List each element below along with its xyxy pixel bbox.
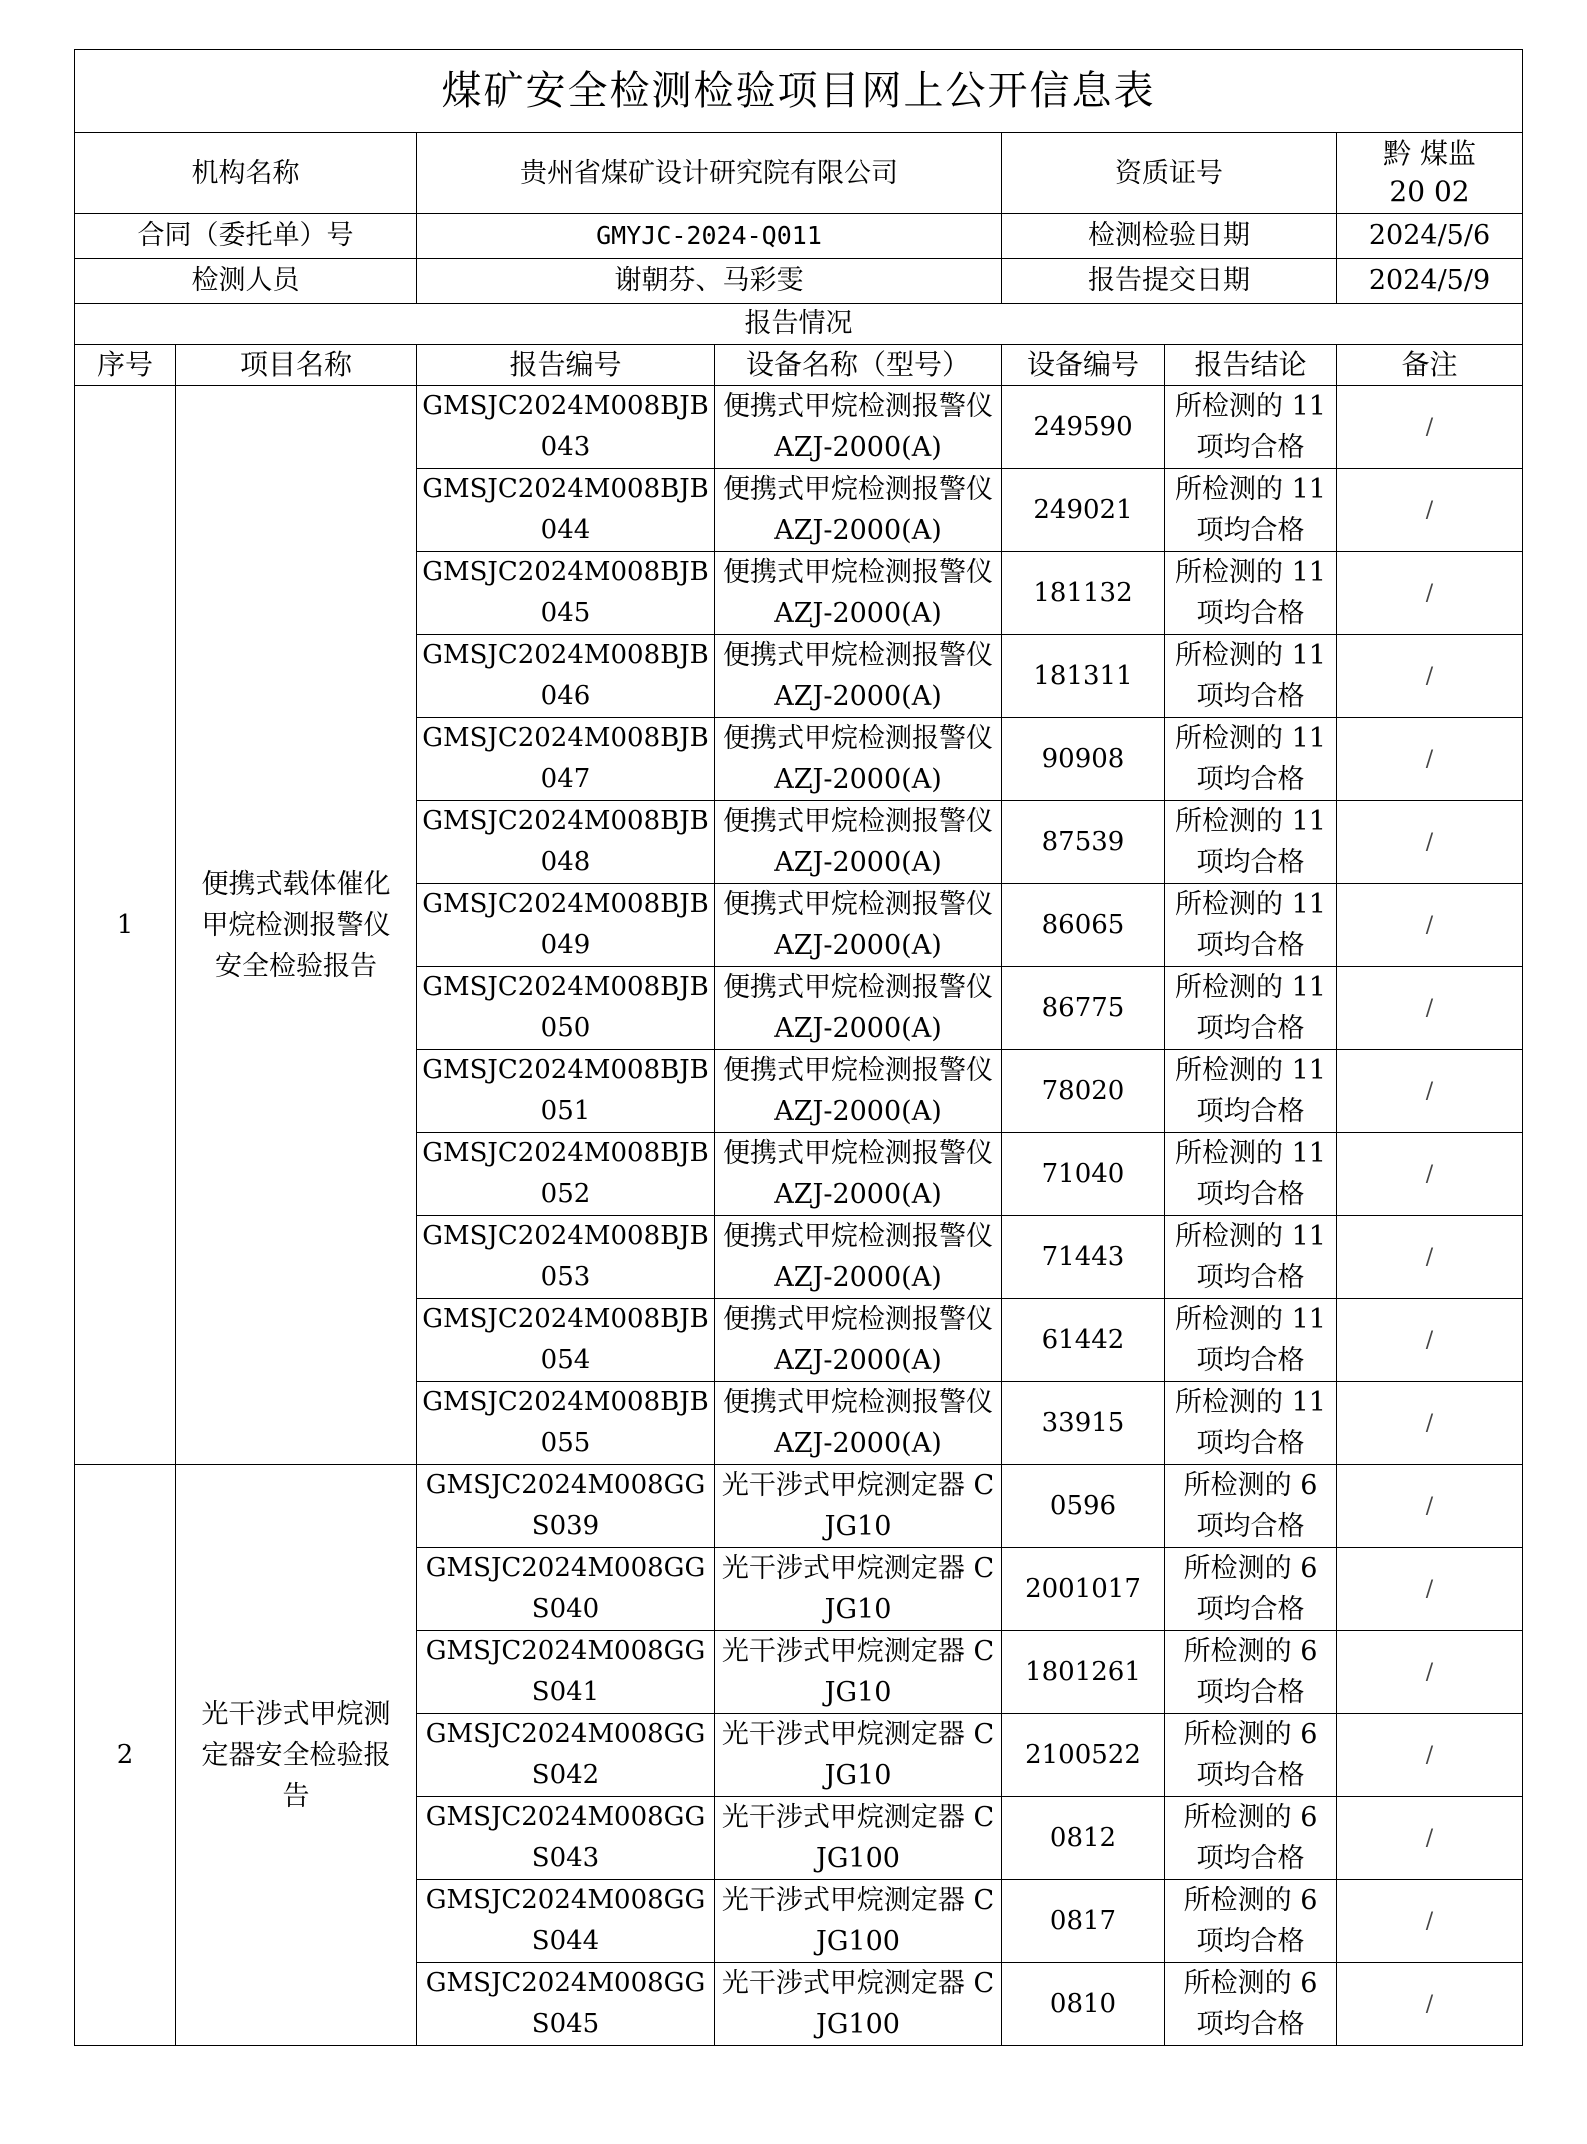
remark-cell: / (1337, 469, 1523, 552)
device-no-cell: 86065 (1002, 884, 1165, 967)
device-no-cell: 249590 (1002, 386, 1165, 469)
conclusion-cell: 所检测的 11 项均合格 (1165, 1216, 1337, 1299)
device-name-cell: 光干涉式甲烷测定器 CJG10 (715, 1548, 1002, 1631)
device-name-cell: 便携式甲烷检测报警仪 AZJ-2000(A) (715, 1382, 1002, 1465)
device-no-cell: 181132 (1002, 552, 1165, 635)
conclusion-cell: 所检测的 6 项均合格 (1165, 1880, 1337, 1963)
device-no-cell: 2100522 (1002, 1714, 1165, 1797)
device-name-cell: 便携式甲烷检测报警仪 AZJ-2000(A) (715, 1050, 1002, 1133)
group-seq: 1 (75, 386, 176, 1465)
device-no-cell: 0810 (1002, 1963, 1165, 2046)
remark-cell: / (1337, 1465, 1523, 1548)
device-name-cell: 光干涉式甲烷测定器 CJG10 (715, 1631, 1002, 1714)
remark-cell: / (1337, 718, 1523, 801)
report-no-cell: GMSJC2024M008BJB049 (417, 884, 715, 967)
device-no-cell: 71040 (1002, 1133, 1165, 1216)
remark-cell: / (1337, 884, 1523, 967)
remark-cell: / (1337, 386, 1523, 469)
col-report-no: 报告编号 (417, 345, 715, 386)
remark-cell: / (1337, 635, 1523, 718)
remark-cell: / (1337, 552, 1523, 635)
contract-value: GMYJC-2024-Q011 (417, 214, 1002, 259)
col-device-name: 设备名称（型号） (715, 345, 1002, 386)
page-title: 煤矿安全检测检验项目网上公开信息表 (75, 50, 1523, 133)
group-seq: 2 (75, 1465, 176, 2046)
table-row (75, 1465, 1523, 1548)
col-device-no: 设备编号 (1002, 345, 1165, 386)
org-label: 机构名称 (75, 133, 417, 214)
col-remark: 备注 (1337, 345, 1523, 386)
conclusion-cell: 所检测的 6 项均合格 (1165, 1465, 1337, 1548)
device-no-cell: 181311 (1002, 635, 1165, 718)
device-no-cell: 90908 (1002, 718, 1165, 801)
device-no-cell: 0812 (1002, 1797, 1165, 1880)
report-no-cell: GMSJC2024M008GGS042 (417, 1714, 715, 1797)
conclusion-cell: 所检测的 11 项均合格 (1165, 884, 1337, 967)
device-name-cell: 便携式甲烷检测报警仪 AZJ-2000(A) (715, 1299, 1002, 1382)
conclusion-cell: 所检测的 11 项均合格 (1165, 967, 1337, 1050)
conclusion-cell: 所检测的 11 项均合格 (1165, 386, 1337, 469)
report-no-cell: GMSJC2024M008BJB047 (417, 718, 715, 801)
info-table (74, 49, 1523, 2046)
report-no-cell: GMSJC2024M008GGS041 (417, 1631, 715, 1714)
report-no-cell: GMSJC2024M008BJB052 (417, 1133, 715, 1216)
device-name-cell: 便携式甲烷检测报警仪 AZJ-2000(A) (715, 552, 1002, 635)
report-no-cell: GMSJC2024M008GGS039 (417, 1465, 715, 1548)
report-no-cell: GMSJC2024M008BJB045 (417, 552, 715, 635)
table-row (75, 386, 1523, 469)
device-name-cell: 便携式甲烷检测报警仪 AZJ-2000(A) (715, 635, 1002, 718)
device-name-cell: 光干涉式甲烷测定器 CJG100 (715, 1963, 1002, 2046)
group-project-name: 便携式载体催化甲烷检测报警仪安全检验报告 (176, 386, 417, 1465)
device-name-cell: 便携式甲烷检测报警仪 AZJ-2000(A) (715, 1216, 1002, 1299)
device-no-cell: 1801261 (1002, 1631, 1165, 1714)
device-no-cell: 71443 (1002, 1216, 1165, 1299)
report-no-cell: GMSJC2024M008BJB043 (417, 386, 715, 469)
report-no-cell: GMSJC2024M008BJB051 (417, 1050, 715, 1133)
test-date-label: 检测检验日期 (1002, 214, 1337, 259)
remark-cell: / (1337, 1714, 1523, 1797)
personnel-value: 谢朝芬、马彩雯 (417, 259, 1002, 304)
device-name-cell: 光干涉式甲烷测定器 CJG100 (715, 1880, 1002, 1963)
report-no-cell: GMSJC2024M008GGS043 (417, 1797, 715, 1880)
org-value: 贵州省煤矿设计研究院有限公司 (417, 133, 1002, 214)
remark-cell: / (1337, 1963, 1523, 2046)
col-project: 项目名称 (176, 345, 417, 386)
conclusion-cell: 所检测的 11 项均合格 (1165, 1050, 1337, 1133)
contract-label: 合同（委托单）号 (75, 214, 417, 259)
remark-cell: / (1337, 967, 1523, 1050)
conclusion-cell: 所检测的 6 项均合格 (1165, 1714, 1337, 1797)
personnel-label: 检测人员 (75, 259, 417, 304)
device-no-cell: 0596 (1002, 1465, 1165, 1548)
device-no-cell: 2001017 (1002, 1548, 1165, 1631)
remark-cell: / (1337, 1880, 1523, 1963)
device-name-cell: 光干涉式甲烷测定器 CJG100 (715, 1797, 1002, 1880)
info-sheet (74, 49, 1522, 2046)
report-no-cell: GMSJC2024M008BJB050 (417, 967, 715, 1050)
section-title: 报告情况 (75, 304, 1523, 345)
remark-cell: / (1337, 1797, 1523, 1880)
conclusion-cell: 所检测的 6 项均合格 (1165, 1631, 1337, 1714)
report-no-cell: GMSJC2024M008GGS040 (417, 1548, 715, 1631)
device-no-cell: 86775 (1002, 967, 1165, 1050)
cert-label: 资质证号 (1002, 133, 1337, 214)
remark-cell: / (1337, 1631, 1523, 1714)
cert-value-line2: 20 02 (1389, 175, 1470, 208)
conclusion-cell: 所检测的 11 项均合格 (1165, 1299, 1337, 1382)
report-no-cell: GMSJC2024M008BJB053 (417, 1216, 715, 1299)
device-name-cell: 便携式甲烷检测报警仪 AZJ-2000(A) (715, 469, 1002, 552)
conclusion-cell: 所检测的 11 项均合格 (1165, 801, 1337, 884)
device-no-cell: 78020 (1002, 1050, 1165, 1133)
device-name-cell: 便携式甲烷检测报警仪 AZJ-2000(A) (715, 1133, 1002, 1216)
conclusion-cell: 所检测的 6 项均合格 (1165, 1797, 1337, 1880)
device-name-cell: 便携式甲烷检测报警仪 AZJ-2000(A) (715, 386, 1002, 469)
group-project-name: 光干涉式甲烷测定器安全检验报告 (176, 1465, 417, 2046)
report-no-cell: GMSJC2024M008BJB055 (417, 1382, 715, 1465)
submit-date-value: 2024/5/9 (1337, 259, 1523, 304)
device-name-cell: 便携式甲烷检测报警仪 AZJ-2000(A) (715, 884, 1002, 967)
device-no-cell: 0817 (1002, 1880, 1165, 1963)
device-no-cell: 33915 (1002, 1382, 1165, 1465)
submit-date-label: 报告提交日期 (1002, 259, 1337, 304)
conclusion-cell: 所检测的 6 项均合格 (1165, 1963, 1337, 2046)
device-no-cell: 61442 (1002, 1299, 1165, 1382)
conclusion-cell: 所检测的 11 项均合格 (1165, 469, 1337, 552)
column-header-row (75, 345, 1523, 386)
cert-value-line1: 黔 煤监 (1383, 137, 1476, 170)
report-no-cell: GMSJC2024M008GGS045 (417, 1963, 715, 2046)
col-seq: 序号 (75, 345, 176, 386)
report-no-cell: GMSJC2024M008BJB048 (417, 801, 715, 884)
cert-value (1337, 133, 1523, 214)
remark-cell: / (1337, 1382, 1523, 1465)
conclusion-cell: 所检测的 6 项均合格 (1165, 1548, 1337, 1631)
report-no-cell: GMSJC2024M008BJB044 (417, 469, 715, 552)
device-name-cell: 便携式甲烷检测报警仪 AZJ-2000(A) (715, 967, 1002, 1050)
remark-cell: / (1337, 1050, 1523, 1133)
device-no-cell: 87539 (1002, 801, 1165, 884)
remark-cell: / (1337, 1216, 1523, 1299)
remark-cell: / (1337, 1133, 1523, 1216)
conclusion-cell: 所检测的 11 项均合格 (1165, 635, 1337, 718)
report-no-cell: GMSJC2024M008BJB046 (417, 635, 715, 718)
remark-cell: / (1337, 1299, 1523, 1382)
conclusion-cell: 所检测的 11 项均合格 (1165, 718, 1337, 801)
device-name-cell: 便携式甲烷检测报警仪 AZJ-2000(A) (715, 801, 1002, 884)
report-no-cell: GMSJC2024M008BJB054 (417, 1299, 715, 1382)
device-no-cell: 249021 (1002, 469, 1165, 552)
conclusion-cell: 所检测的 11 项均合格 (1165, 1133, 1337, 1216)
device-name-cell: 光干涉式甲烷测定器 CJG10 (715, 1465, 1002, 1548)
conclusion-cell: 所检测的 11 项均合格 (1165, 552, 1337, 635)
remark-cell: / (1337, 801, 1523, 884)
col-conclusion: 报告结论 (1165, 345, 1337, 386)
test-date-value: 2024/5/6 (1337, 214, 1523, 259)
report-no-cell: GMSJC2024M008GGS044 (417, 1880, 715, 1963)
remark-cell: / (1337, 1548, 1523, 1631)
device-name-cell: 便携式甲烷检测报警仪 AZJ-2000(A) (715, 718, 1002, 801)
conclusion-cell: 所检测的 11 项均合格 (1165, 1382, 1337, 1465)
device-name-cell: 光干涉式甲烷测定器 CJG10 (715, 1714, 1002, 1797)
